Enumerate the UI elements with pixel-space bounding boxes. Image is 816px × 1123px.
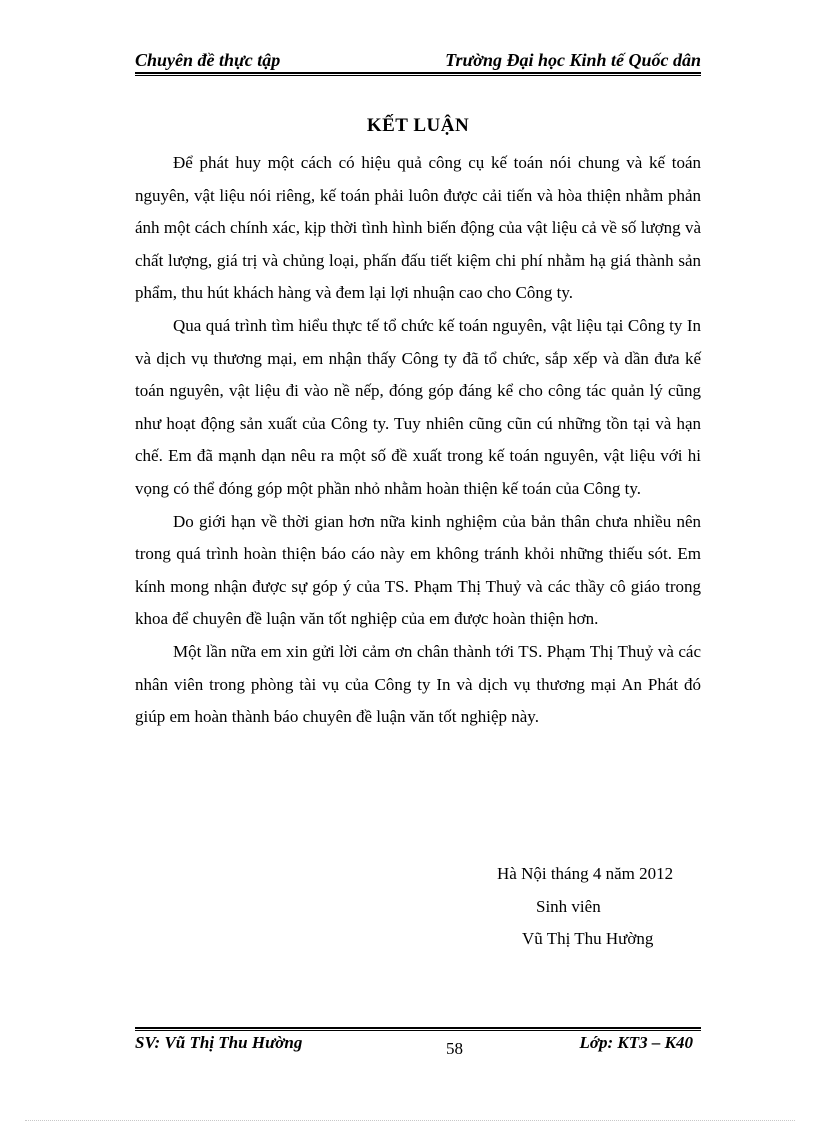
- signature-role: Sinh viên: [536, 897, 601, 916]
- page-header: [135, 48, 701, 74]
- paragraph: Do giới hạn về thời gian hơn nữa kinh nghiệm của bản thân chưa nhiều nên trong quá trình hoàn thiện báo cáo này em không tránh khỏi những thiếu sót. Em kính mong nhận được sự góp ý của TS. Phạm Thị Thuỷ và các thầy cô giáo trong khoa để chuyên đề luận văn tốt nghiệp của em được hoàn thiện hơn.: [135, 511, 701, 629]
- footer-divider: [135, 1027, 701, 1029]
- header-divider: [135, 72, 701, 74]
- footer-class: Lớp: KT3 – K40: [579, 1033, 693, 1052]
- body-text: [135, 147, 701, 734]
- page-title: KẾT LUẬN: [366, 115, 470, 136]
- paragraph: Để phát huy một cách có hiệu quả công cụ kế toán nói chung và kế toán nguyên, vật liệu nói riêng, kế toán phải luôn được cải tiến và hòa thiện nhằm phản ánh một cách chính xác, kịp thời tình hình biến động của vật liệu cả về số lượng và chất lượng, giá trị và chủng loại, phấn đấu tiết kiệm chi phí nhằm hạ giá thành sản phẩm, thu hút khách hàng và đem lại lợi nhuận cao cho Công ty.: [135, 153, 701, 303]
- page-bottom-border: [25, 1120, 795, 1121]
- signature-date: Hà Nội tháng 4 năm 2012: [497, 864, 674, 883]
- page-footer: [135, 1033, 701, 1059]
- page-number: 58: [446, 1039, 463, 1058]
- footer-student: SV: Vũ Thị Thu Hường: [135, 1033, 303, 1052]
- paragraph: Qua quá trình tìm hiểu thực tế tổ chức kế toán nguyên, vật liệu tại Công ty In và dịch vụ thương mại, em nhận thấy Công ty đã tổ chức, sắp xếp và dần đưa kế toán nguyên, vật liệu đi vào nề nếp, đóng góp đáng kể cho công tác quản lý cũng như hoạt động sản xuất của Công ty. Tuy nhiên cũng cũn cú những tồn tại và hạn chế. Em đã mạnh dạn nêu ra một số đề xuất trong kế toán nguyên, vật liệu với hi vọng có thể đóng góp một phần nhỏ nhằm hoàn thiện kế toán của Công ty.: [135, 315, 701, 498]
- signature-name: Vũ Thị Thu Hường: [522, 929, 654, 948]
- paragraph: Một lần nữa em xin gửi lời cảm ơn chân thành tới TS. Phạm Thị Thuỷ và các nhân viên trong phòng tài vụ của Công ty In và dịch vụ thương mại An Phát đó giúp em hoàn thành báo chuyên đề luận văn tốt nghiệp này.: [135, 641, 701, 727]
- header-document-type: Chuyên đề thực tập: [135, 50, 281, 70]
- header-divider-thin: [135, 75, 701, 76]
- header-university: Trường Đại học Kinh tế Quốc dân: [445, 50, 701, 70]
- footer-divider-thin: [135, 1030, 701, 1031]
